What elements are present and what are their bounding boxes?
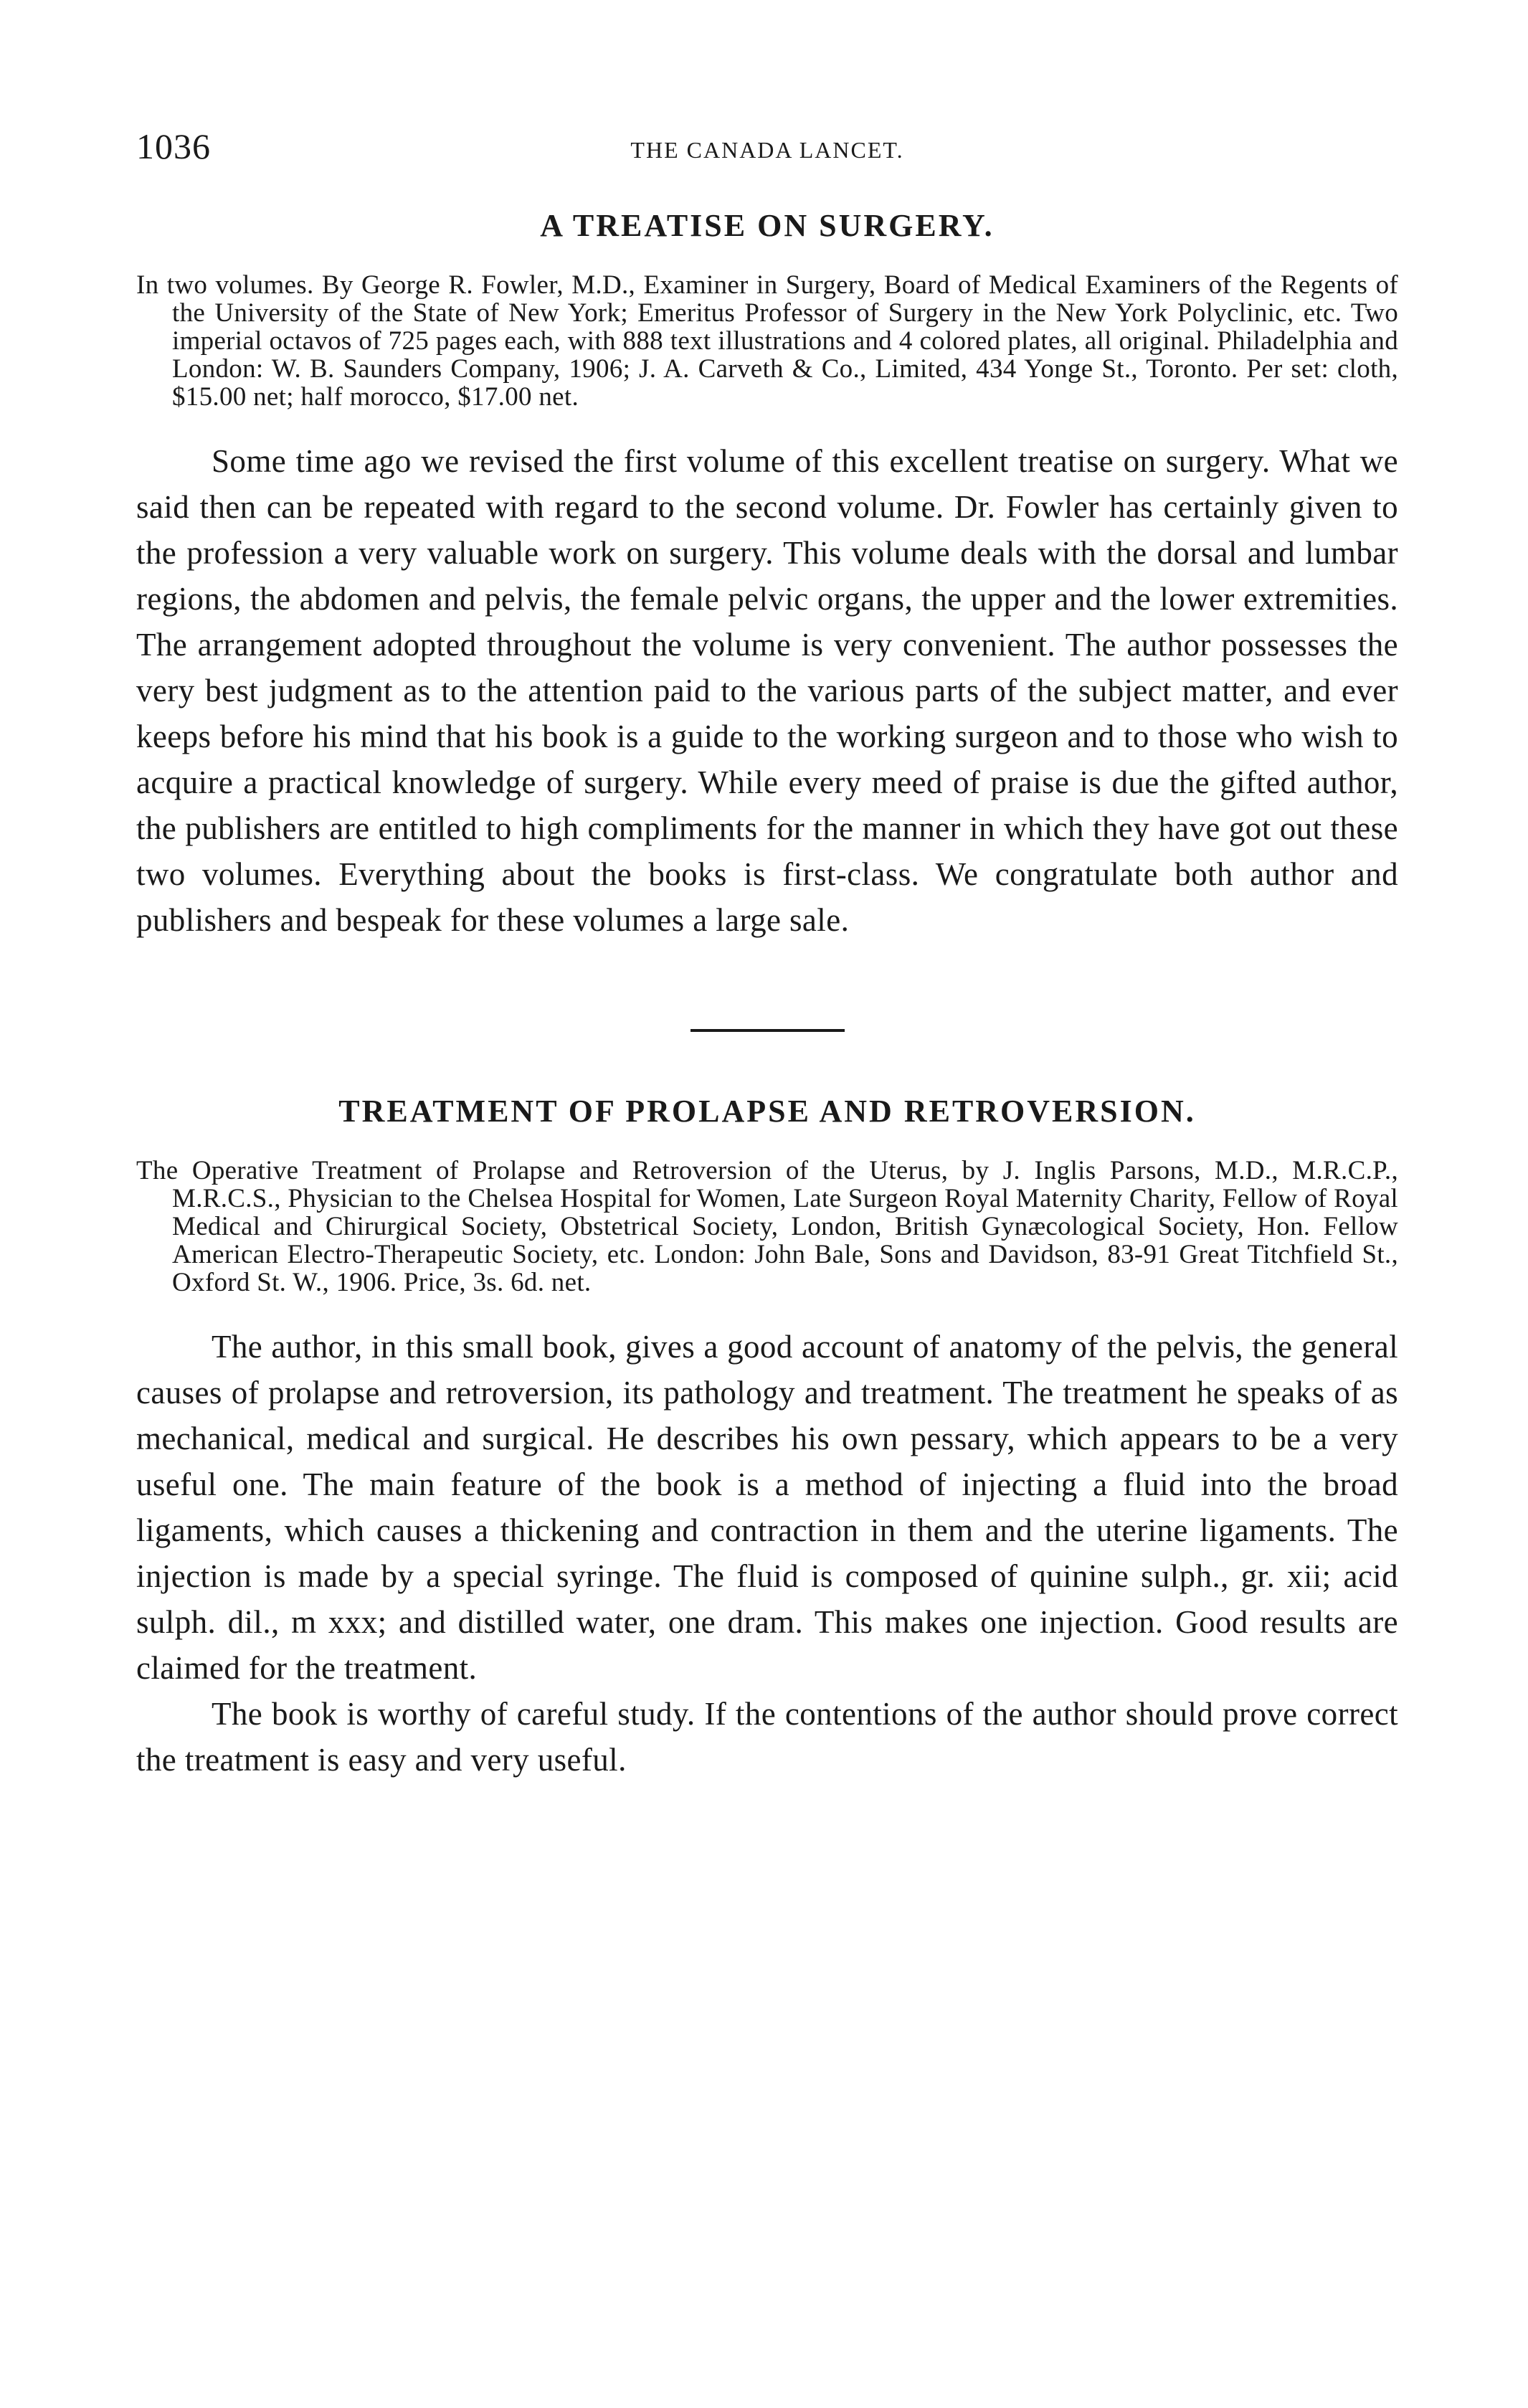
review-title: TREATMENT OF PROLAPSE AND RETROVERSION. <box>338 1094 1196 1129</box>
review-citation: In two volumes. By George R. Fowler, M.D., Examiner in Surgery, Board of Medical Examiners of the Regents of the University of the State of New York; Emeritus Professor of Surgery in the New York Polyclinic, etc. Two imperial octavos of 725 pages each, with 888 text illustrations and 4 colored plates, all original. Philadelphia and London: W. B. Saunders Company, 1906; J. A. Carveth & Co., Limited, 434 Yonge St., Toronto. Per set: cloth, $15.00 net; half morocco, $17.00 net. <box>136 270 1398 412</box>
section-divider <box>691 1029 845 1032</box>
journal-title: THE CANADA LANCET. <box>630 137 904 163</box>
review-title: A TREATISE ON SURGERY. <box>540 208 995 243</box>
running-head <box>136 125 1398 183</box>
review-citation: The Operative Treatment of Prolapse and Retroversion of the Uterus, by J. Inglis Parsons, M.D., M.R.C.P., M.R.C.S., Physician to the Chelsea Hospital for Women, Late Surgeon Royal Maternity Charity, Fellow of Royal Medical and Chirurgical Society, Obstetrical Society, London, British Gynæcological Society, Hon. Fellow American Electro-Therapeutic Society, etc. London: John Bale, Sons and Davidson, 83-91 Great Titchfield St., Oxford St. W., 1906. Price, 3s. 6d. net. <box>136 1156 1398 1297</box>
page-number: 1036 <box>136 126 211 166</box>
review-prolapse-retroversion <box>136 1093 1398 1783</box>
review-surgery-treatise <box>136 207 1398 943</box>
review-paragraph: The book is worthy of careful study. If the contentions of the author should prove correct the treatment is easy and very useful. <box>136 1696 1398 1778</box>
review-paragraph: Some time ago we revised the first volume of this excellent treatise on surgery. What we said then can be repeated with regard to the second volume. Dr. Fowler has certainly given to the profession a very valuable work on surgery. This volume deals with the dorsal and lumbar regions, the abdomen and pelvis, the female pelvic organs, the upper and the lower extremities. The arrangement adopted throughout the volume is very convenient. The author possesses the very best judgment as to the attention paid to the various parts of the subject matter, and ever keeps before his mind that his book is a guide to the working surgeon and to those who wish to acquire a practical knowledge of surgery. While every meed of praise is due the gifted author, the publishers are entitled to high compliments for the manner in which they have got out these two volumes. Everything about the books is first-class. We congratulate both author and publishers and bespeak for these volumes a large sale. <box>136 443 1398 938</box>
journal-page <box>136 125 1398 1783</box>
review-paragraph: The author, in this small book, gives a good account of anatomy of the pelvis, the general causes of prolapse and retroversion, its pathology and treatment. The treatment he speaks of as mechanical, medical and surgical. He describes his own pessary, which appears to be a very useful one. The main feature of the book is a method of injecting a fluid into the broad ligaments, which causes a thickening and contraction in them and the uterine ligaments. The injection is made by a special syringe. The fluid is composed of quinine sulph., gr. xii; acid sulph. dil., m xxx; and distilled water, one dram. This makes one injection. Good results are claimed for the treatment. <box>136 1329 1398 1686</box>
